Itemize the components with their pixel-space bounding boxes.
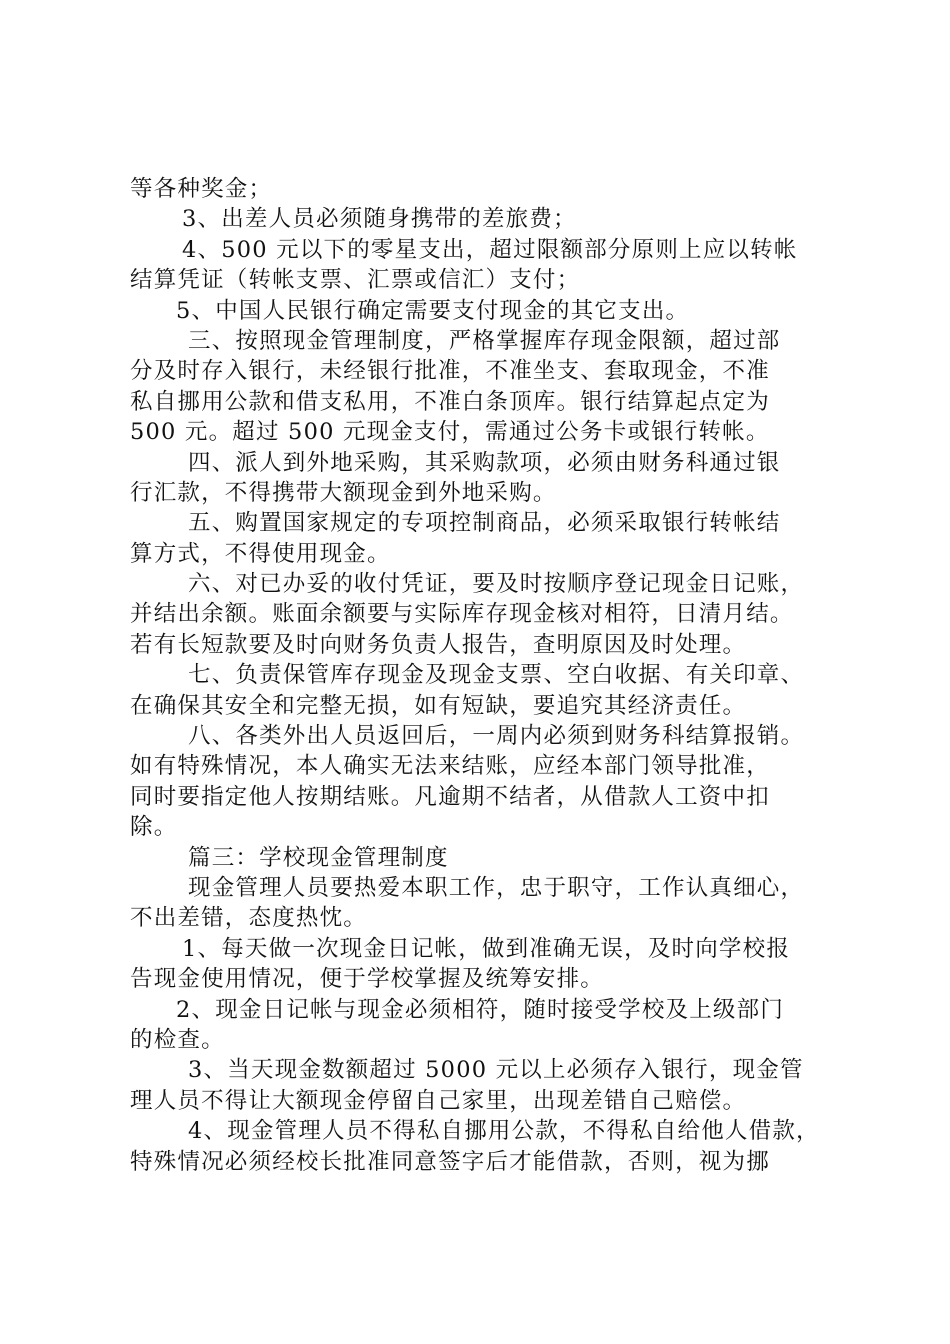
text-line: 4、现金管理人员不得私自挪用公款，不得私自给他人借款， [188,1118,820,1145]
text-line: 若有长短款要及时向财务负责人报告，查明原因及时处理。 [130,631,747,658]
text-line: 理人员不得让大额现金停留自己家里，出现差错自己赔偿。 [130,1087,747,1114]
text-line: 500 元。超过 500 元现金支付，需通过公务卡或银行转帐。 [130,419,770,446]
text-line: 结算凭证（转帐支票、汇票或信汇）支付； [130,267,581,294]
text-line: 2、现金日记帐与现金必须相符，随时接受学校及上级部门 [176,996,785,1023]
text-line: 同时要指定他人按期结账。凡逾期不结者，从借款人工资中扣 [130,783,770,810]
text-line: 并结出余额。账面余额要与实际库存现金核对相符，日清月结。 [130,601,794,628]
text-line: 在确保其安全和完整无损，如有短缺，要追究其经济责任。 [130,692,747,719]
text-line: 七、负责保管库存现金及现金支票、空白收据、有关印章、 [188,662,805,689]
text-line: 篇三：学校现金管理制度 [188,844,449,871]
text-line: 不出差错，态度热忱。 [130,905,368,932]
text-line: 现金管理人员要热爱本职工作，忠于职守，工作认真细心， [188,874,805,901]
text-line: 分及时存入银行，未经银行批准，不准坐支、套取现金，不准 [130,358,770,385]
text-line: 特殊情况必须经校长批准同意签字后才能借款，否则，视为挪 [130,1148,770,1175]
document-body [130,174,860,1177]
text-line: 1、每天做一次现金日记帐，做到准确无误，及时向学校报 [182,935,791,962]
text-line: 等各种奖金； [130,176,273,202]
text-line: 的检查。 [130,1026,225,1053]
text-line: 告现金使用情况，便于学校掌握及统筹安排。 [130,966,605,993]
text-line: 4、500 元以下的零星支出，超过限额部分原则上应以转帐 [182,236,798,263]
text-line: 私自挪用公款和借支私用，不准白条顶库。银行结算起点定为 [130,388,770,415]
text-line: 六、对已办妥的收付凭证，要及时按顺序登记现金日记账， [188,571,805,598]
text-line: 如有特殊情况，本人确实无法来结账，应经本部门领导批准， [130,753,770,780]
text-line: 四、派人到外地采购，其采购款项，必须由财务科通过银 [188,449,781,476]
text-line: 3、当天现金数额超过 5000 元以上必须存入银行，现金管 [188,1057,804,1084]
text-line: 八、各类外出人员返回后，一周内必须到财务科结算报销。 [188,723,805,750]
text-line: 3、出差人员必须随身携带的差旅费； [182,206,577,233]
text-line: 算方式，不得使用现金。 [130,540,391,567]
text-line: 行汇款，不得携带大额现金到外地采购。 [130,479,557,506]
text-line: 5、中国人民银行确定需要支付现金的其它支出。 [176,297,690,324]
text-line: 除。 [130,814,178,841]
text-line: 三、按照现金管理制度，严格掌握库存现金限额，超过部 [188,327,781,354]
text-line: 五、购置国家规定的专项控制商品，必须采取银行转帐结 [188,510,781,537]
